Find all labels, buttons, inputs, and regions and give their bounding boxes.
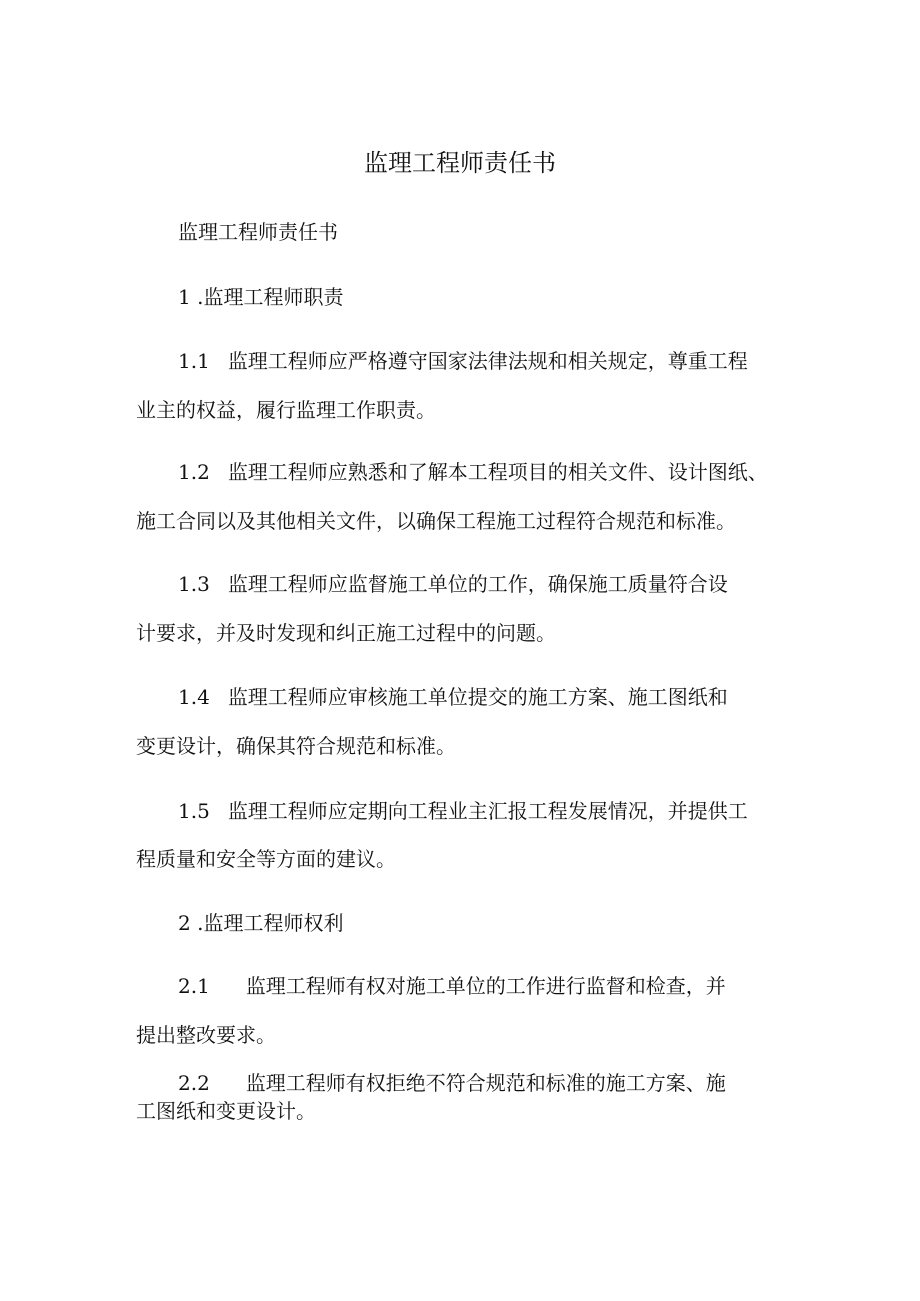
clause-1-4-second-line: 变更设计，确保其符合规范和标准。	[136, 734, 456, 758]
clause-1-5-second-line: 程质量和安全等方面的建议。	[136, 847, 396, 871]
section-2-heading: 2 .监理工程师权利	[178, 911, 344, 935]
clause-number: 1.5	[178, 799, 210, 823]
clause-text: 监理工程师应审核施工单位提交的施工方案、施工图纸和	[227, 685, 728, 709]
clause-number: 1.2	[178, 460, 210, 484]
clause-number: 1.1	[178, 349, 210, 373]
clause-number: 1.3	[178, 572, 210, 596]
clause-text: 监理工程师应熟悉和了解本工程项目的相关文件、设计图纸、	[227, 460, 768, 484]
clause-2-1-second-line: 提出整改要求。	[136, 1023, 276, 1047]
clause-1-2-second-line: 施工合同以及其他相关文件，以确保工程施工过程符合规范和标准。	[136, 509, 736, 533]
clause-1-3-second-line: 计要求，并及时发现和纠正施工过程中的问题。	[136, 621, 556, 645]
clause-text: 监理工程师有权拒绝不符合规范和标准的施工方案、施	[245, 1071, 726, 1095]
clause-number: 2.1	[178, 974, 210, 998]
clause-number: 1.4	[178, 685, 210, 709]
clause-1-3-first-line	[178, 570, 728, 598]
clause-text: 监理工程师有权对施工单位的工作进行监督和检查，并	[245, 974, 726, 998]
clause-1-1-second-line: 业主的权益，履行监理工作职责。	[136, 398, 436, 422]
section-1-heading: 1 .监理工程师职责	[178, 285, 344, 309]
clause-2-2-second-line: 工图纸和变更设计。	[136, 1099, 316, 1123]
document-subtitle: 监理工程师责任书	[178, 220, 338, 244]
clause-text: 监理工程师应监督施工单位的工作，确保施工质量符合设	[227, 572, 728, 596]
clause-text: 监理工程师应严格遵守国家法律法规和相关规定，尊重工程	[227, 349, 748, 373]
clause-text: 监理工程师应定期向工程业主汇报工程发展情况，并提供工	[227, 799, 748, 823]
document-title: 监理工程师责任书	[364, 149, 556, 177]
clause-1-2-first-line	[178, 458, 768, 486]
clause-1-4-first-line	[178, 683, 728, 711]
clause-number: 2.2	[178, 1071, 210, 1095]
clause-2-2-first-line	[178, 1069, 726, 1097]
clause-1-1-first-line	[178, 347, 748, 375]
clause-1-5-first-line	[178, 797, 748, 825]
clause-2-1-first-line	[178, 972, 726, 1000]
